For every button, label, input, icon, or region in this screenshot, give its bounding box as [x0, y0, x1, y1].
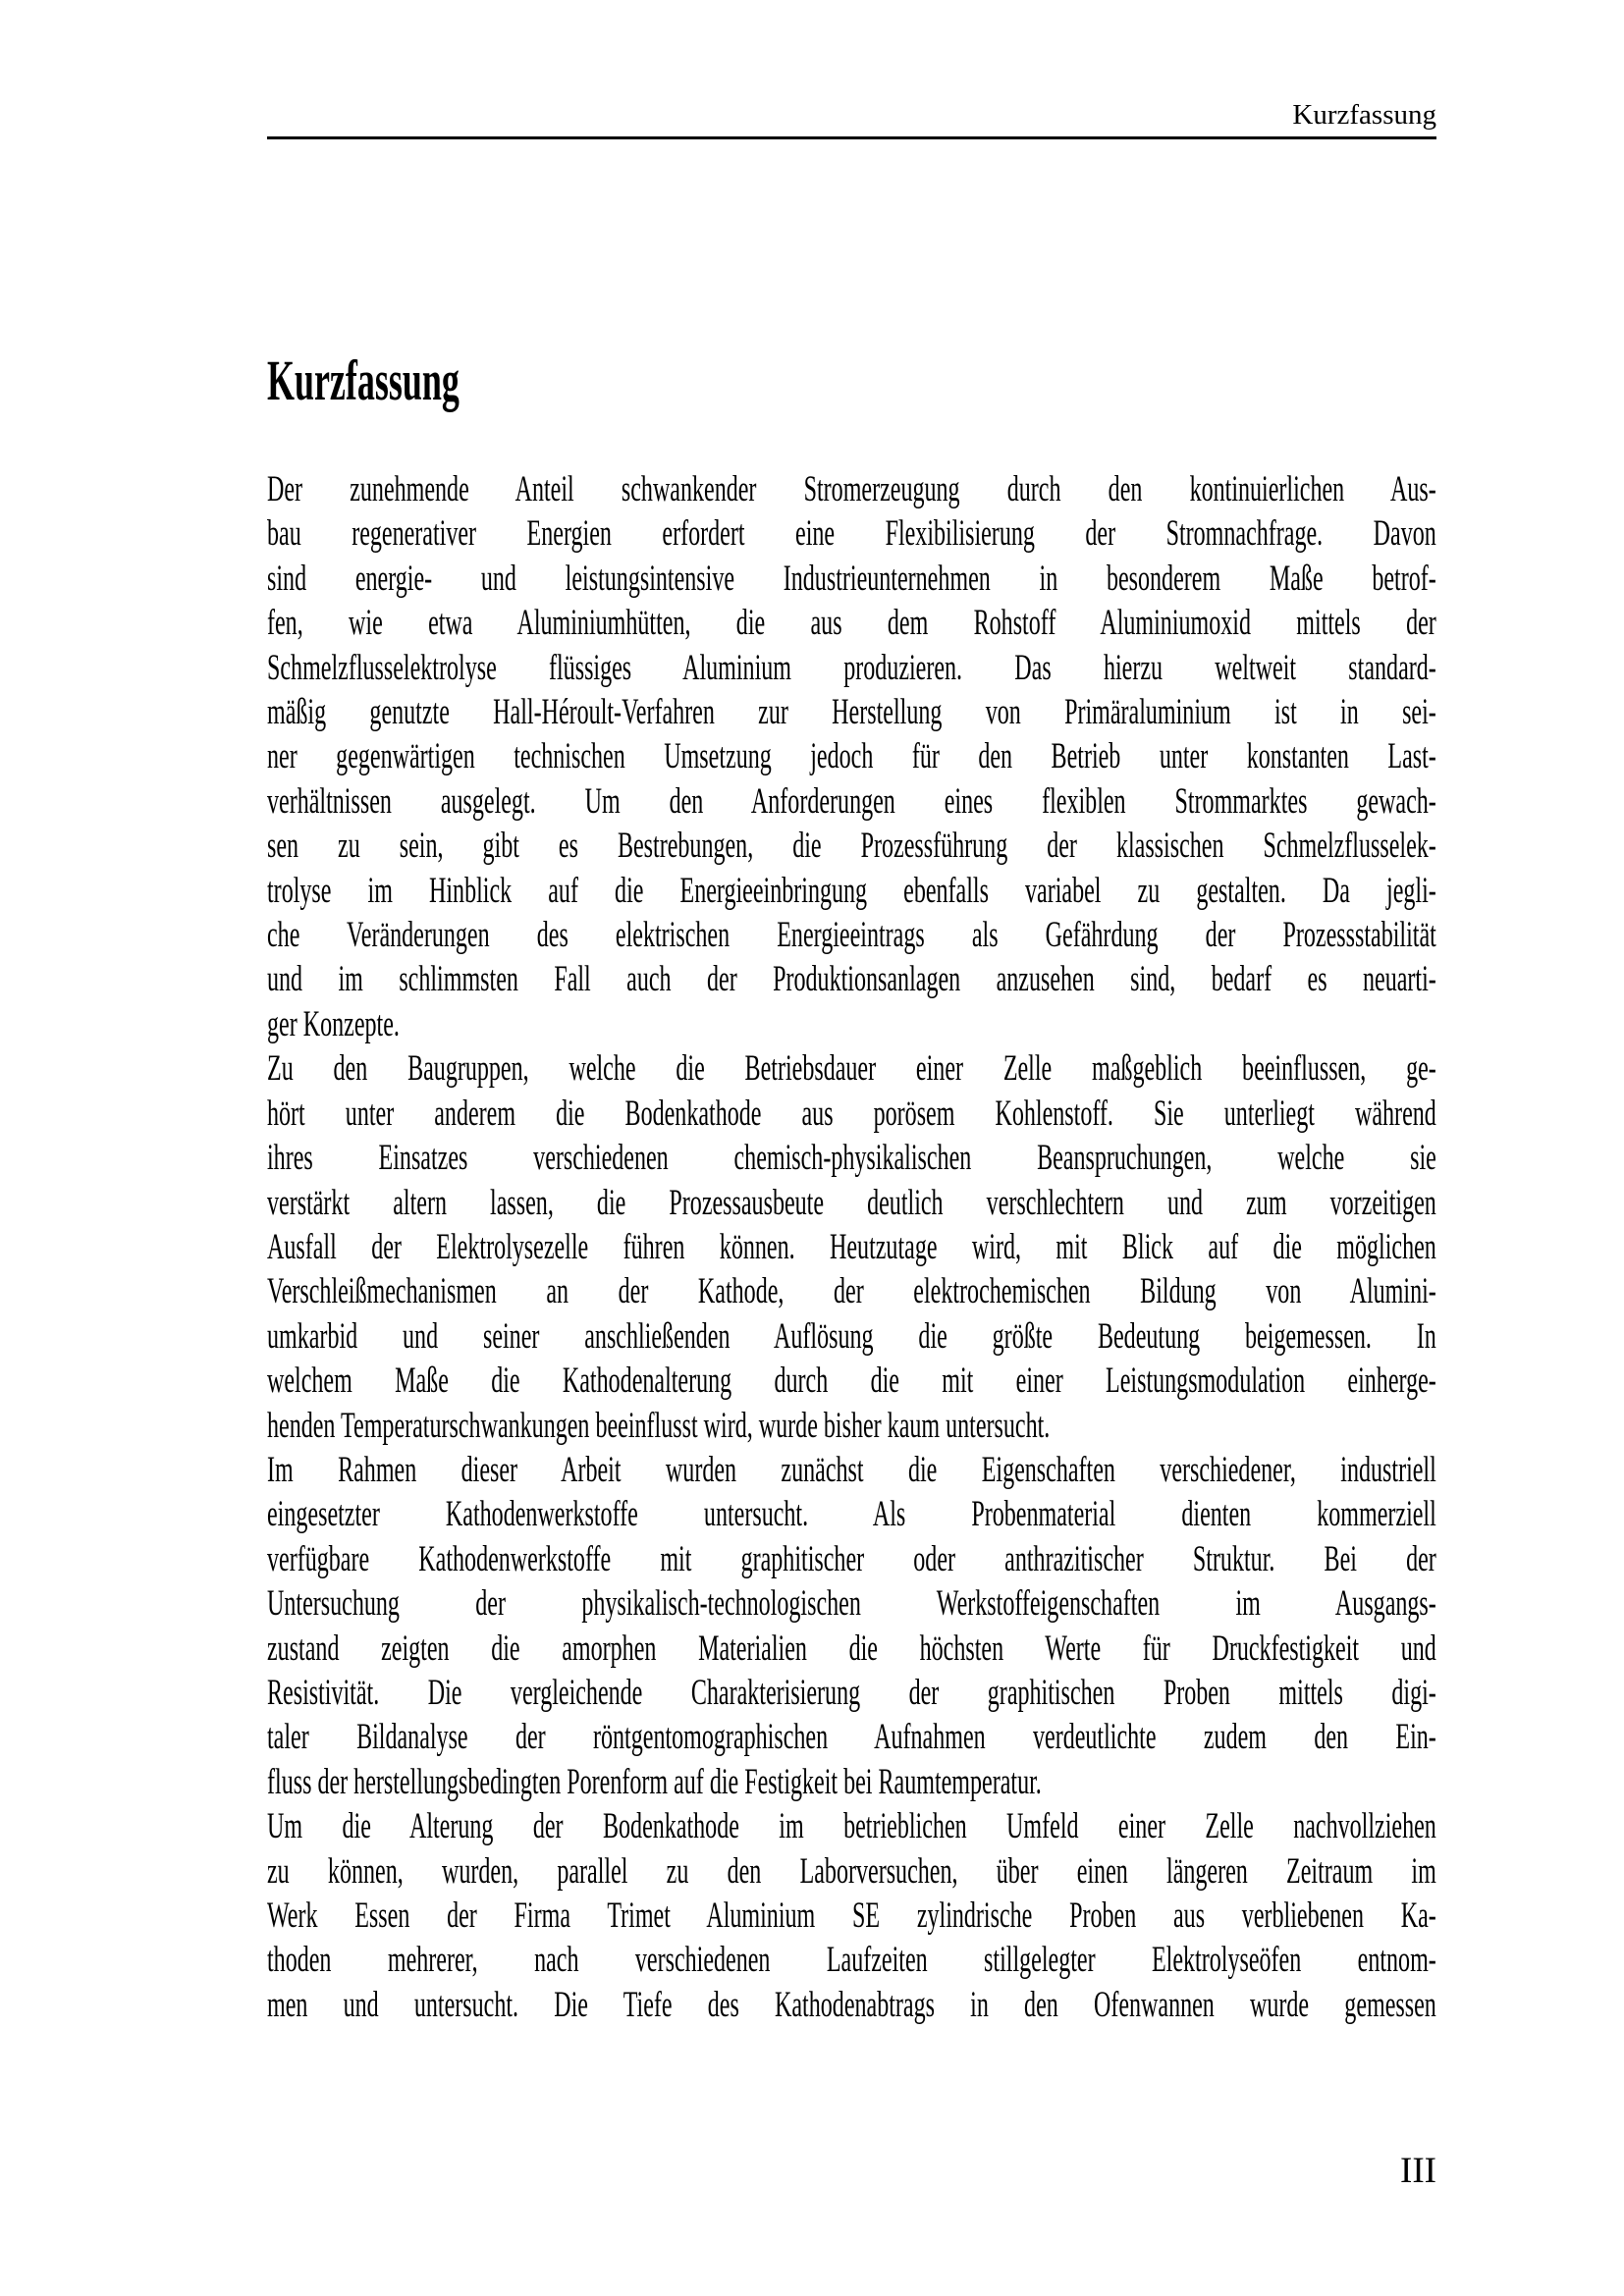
text-line: Ausfall der Elektrolysezelle führen können. Heutzutage wird, mit Blick auf die möglichen [267, 1226, 1436, 1267]
text-line: verfügbare Kathodenwerkstoffe mit graphitischer oder anthrazitischer Struktur. Bei der [267, 1538, 1436, 1579]
text-line: Schmelzflusselektrolyse flüssiges Aluminium produzieren. Das hierzu weltweit standard- [267, 647, 1436, 688]
page-title-text: Kurzfassung [267, 348, 460, 412]
running-header-title: Kurzfassung [1292, 99, 1436, 131]
text-line: Werk Essen der Firma Trimet Aluminium SE zylindrische Proben aus verbliebenen Ka- [267, 1896, 1436, 1936]
text-line: sen zu sein, gibt es Bestrebungen, die Prozessführung der klassischen Schmelzflusselek- [267, 826, 1436, 867]
text-line: Zu den Baugruppen, welche die Betriebsdauer einer Zelle maßgeblich beeinflussen, ge- [267, 1048, 1436, 1090]
text-line: und im schlimmsten Fall auch der Produktionsanlagen anzusehen sind, bedarf es neuarti- [267, 959, 1436, 1000]
abstract-text [267, 467, 1436, 2027]
text-line: verstärkt altern lassen, die Prozessausbeute deutlich verschlechtern und zum vorzeitigen [267, 1182, 1436, 1223]
text-line: taler Bildanalyse der röntgentomographischen Aufnahmen verdeutlichte zudem den Ein- [267, 1717, 1436, 1758]
text-line: eingesetzter Kathodenwerkstoffe untersucht. Als Probenmaterial dienten kommerziell [267, 1494, 1436, 1535]
header-rule [267, 136, 1436, 139]
page-number: III [1400, 2151, 1436, 2191]
text-line: fen, wie etwa Aluminiumhütten, die aus dem Rohstoff Aluminiumoxid mittels der [267, 603, 1436, 644]
text-line: Der zunehmende Anteil schwankender Stromerzeugung durch den kontinuierlichen Aus- [267, 469, 1436, 509]
text-line: trolyse im Hinblick auf die Energieeinbringung ebenfalls variabel zu gestalten. Da jegli- [267, 870, 1436, 911]
text-line: mäßig genutzte Hall-Héroult-Verfahren zur Herstellung von Primäraluminium ist in sei- [267, 692, 1436, 733]
page-title [267, 350, 577, 411]
text-line: zu können, wurden, parallel zu den Laborversuchen, über einen längeren Zeitraum im [267, 1850, 1436, 1892]
text-line: verhältnissen ausgelegt. Um den Anforderungen eines flexiblen Strommarktes gewach- [267, 780, 1436, 822]
text-line: sind energie- und leistungsintensive Industrieunternehmen in besonderem Maße betrof- [267, 558, 1436, 599]
text-line: Um die Alterung der Bodenkathode im betrieblichen Umfeld einer Zelle nachvollziehen [267, 1806, 1436, 1847]
text-line: Verschleißmechanismen an der Kathode, der elektrochemischen Bildung von Alumini- [267, 1271, 1436, 1312]
text-line: men und untersucht. Die Tiefe des Kathodenabtrags in den Ofenwannen wurde gemessen [267, 1984, 1436, 2025]
text-line: thoden mehrerer, nach verschiedenen Laufzeiten stillgelegter Elektrolyseöfen entnom- [267, 1940, 1436, 1981]
text-line: henden Temperaturschwankungen beeinflusst wird, wurde bisher kaum untersucht. [267, 1405, 1051, 1446]
text-line: zustand zeigten die amorphen Materialien die höchsten Werte für Druckfestigkeit und [267, 1628, 1436, 1669]
text-line: hört unter anderem die Bodenkathode aus porösem Kohlenstoff. Sie unterliegt während [267, 1093, 1436, 1134]
text-line: Untersuchung der physikalisch-technologischen Werkstoffeigenschaften im Ausgangs- [267, 1583, 1436, 1625]
text-line: Resistivität. Die vergleichende Charakterisierung der graphitischen Proben mittels digi- [267, 1672, 1436, 1713]
text-line: ger Konzepte. [267, 1003, 400, 1044]
text-line: ihres Einsatzes verschiedenen chemisch-physikalischen Beanspruchungen, welche sie [267, 1138, 1436, 1179]
text-line: welchem Maße die Kathodenalterung durch die mit einer Leistungsmodulation einherge- [267, 1361, 1436, 1402]
text-line: bau regenerativer Energien erfordert eine Flexibilisierung der Stromnachfrage. Davon [267, 513, 1436, 555]
running-header [267, 100, 1436, 131]
text-line: umkarbid und seiner anschließenden Auflösung die größte Bedeutung beigemessen. In [267, 1315, 1436, 1357]
text-line: Im Rahmen dieser Arbeit wurden zunächst die Eigenschaften verschiedener, industriell [267, 1449, 1436, 1490]
text-line: fluss der herstellungsbedingten Porenform auf die Festigkeit bei Raumtemperatur. [267, 1761, 1042, 1802]
text-line: che Veränderungen des elektrischen Energieeintrags als Gefährdung der Prozessstabilität [267, 915, 1436, 956]
text-line: ner gegenwärtigen technischen Umsetzung jedoch für den Betrieb unter konstanten Last- [267, 736, 1436, 777]
page-footer [267, 2151, 1436, 2192]
